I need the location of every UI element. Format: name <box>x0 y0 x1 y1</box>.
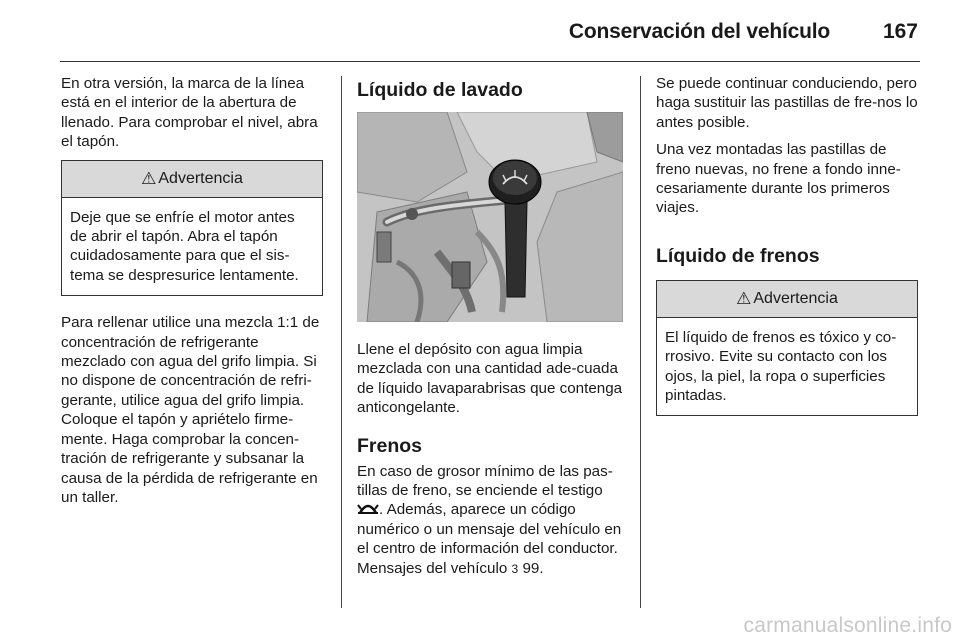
warning-box-brake-fluid <box>656 280 918 417</box>
warning-title: Advertencia <box>753 290 838 308</box>
watermark: carmanualsonline.info <box>743 614 952 637</box>
page-number: 167 <box>882 20 918 43</box>
intro-paragraph: En otra versión, la marca de la línea está en el interior de la abertura de llenado. Para comprobar el nivel, abra el tapón. <box>61 75 318 151</box>
column-2 <box>357 74 623 579</box>
column-divider-1 <box>341 76 342 608</box>
warning-text: Deje que se enfríe el motor antes de abrir el tapón. Abra el tapón cuidadosamente para que el sis-tema se despresurice lentamente. <box>70 208 299 284</box>
warning-header <box>657 281 917 318</box>
section-title-washer-fluid: Líquido de lavado <box>357 79 523 101</box>
page-reference-arrow-icon: 3 <box>511 561 519 576</box>
warning-title: Advertencia <box>158 169 243 187</box>
brake-warning-icon <box>357 502 379 516</box>
warning-text: El líquido de frenos es tóxico y co-rrosivo. Evite su contacto con los ojos, la piel, la ropa o superficies pintadas. <box>665 328 897 405</box>
page-title: Conservación del vehículo <box>568 20 830 43</box>
washer-reservoir-figure <box>357 112 623 322</box>
section-title-brakes: Frenos <box>357 434 423 457</box>
warning-triangle-icon: ⚠ <box>736 289 752 309</box>
header-rule <box>60 61 920 62</box>
warning-triangle-icon: ⚠ <box>141 168 157 188</box>
brakes-paragraph <box>357 462 623 579</box>
washer-fluid-paragraph: Llene el depósito con agua limpia mezclada con una cantidad ade-cuada de líquido lavaparabrisas que contenga anticongelante. <box>357 341 623 417</box>
brakes-text-b: . Además, aparece un código numérico o un mensaje del vehículo en el centro de información del conductor. Mensajes del vehículo <box>357 501 622 577</box>
brake-pad-paragraph-1: Se puede continuar conduciendo, pero haga sustituir las pastillas de fre-nos lo antes posible. <box>656 75 918 131</box>
warning-box-coolant <box>61 160 323 297</box>
washer-reservoir-illustration <box>357 112 623 322</box>
warning-header <box>62 161 322 198</box>
section-title-brake-fluid: Líquido de frenos <box>656 244 820 267</box>
column-3 <box>656 74 922 416</box>
page-reference[interactable]: 99. <box>522 559 544 577</box>
coolant-refill-paragraph: Para rellenar utilice una mezcla 1:1 de concentración de refrigerante mezclado con agua del grifo limpia. Si no dispone de concentración de refri-gerante, utilice agua del grifo limpia. Coloque el tapón y apriételo firme-mente. Haga comprobar la concen-tración de refrigerante y subsanar la causa de la pérdida de refrigerante en un taller. <box>61 314 320 506</box>
brakes-text-a: En caso de grosor mínimo de las pas-tillas de freno, se enciende el testigo <box>357 462 613 500</box>
page-header <box>60 14 920 54</box>
brake-pad-paragraph-2: Una vez montadas las pastillas de freno nuevas, no frene a fondo inne-cesariamente durante los primeros viajes. <box>656 141 901 217</box>
column-divider-2 <box>640 76 641 608</box>
column-1 <box>61 74 327 507</box>
